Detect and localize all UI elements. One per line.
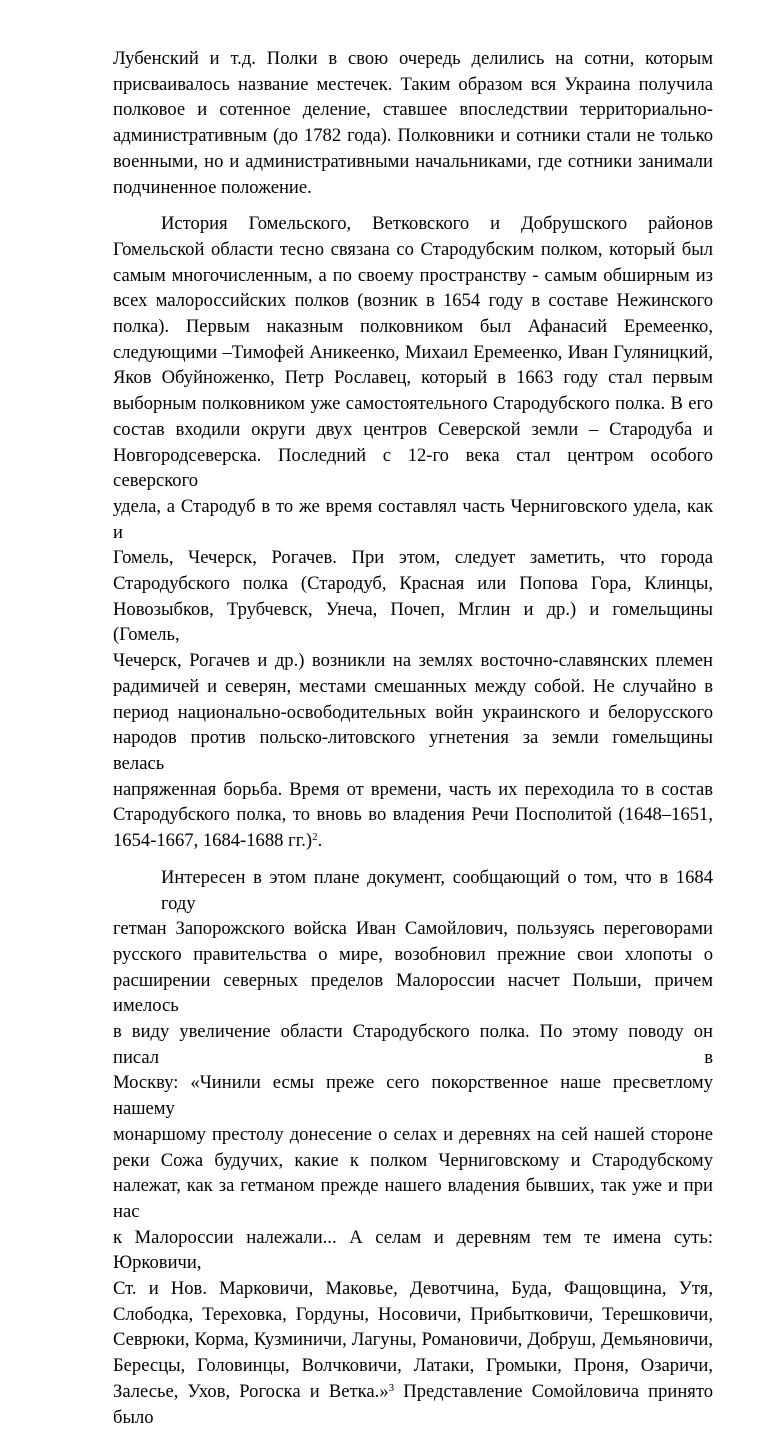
text-line: Новозыбков, Трубчевск, Унеча, Почеп, Мглин и др.) и гомельщины (Гомель, [113,598,713,646]
footnote-marker: 2 [312,831,318,844]
text-line: военными, но и административными начальниками, где сотники занимали [113,150,713,172]
text-line: всех малороссийских полков (возник в 1654 году в составе Нежинского [113,290,713,312]
paragraph-2 [113,211,713,854]
text-line: реки Сожа будучих, какие к полком Черниговскому и Стародубскому [113,1149,713,1171]
text-line: Стародубского полка (Стародуб, Красная или Попова Гора, Клинцы, [113,573,713,595]
text-fragment: Залесье, Ухов, Рогоска и Ветка.» [113,1380,389,1402]
text-line: к Малороссии належали... А селам и деревням тем те имена суть: Юрковичи, [113,1226,713,1274]
text-line: удела, а Стародуб в то же время составлял часть Черниговского удела, как и [113,495,713,543]
text-line: Лубенский и т.д. Полки в свою очередь делились на сотни, которым [113,48,713,69]
text-line: присваивалось название местечек. Таким образом вся Украина получила [113,73,713,95]
text-line: самым многочисленным, а по своему пространству - самым обширным из [113,264,713,286]
paragraph-3 [113,865,713,1430]
text-line: русского правительства о мире, возобновил прежние свои хлопоты о [113,943,713,965]
text-line: Слободка, Тереховка, Гордуны, Носовичи, Прибытковичи, Терешковичи, [113,1303,713,1325]
text-line: Гомель, Чечерск, Рогачев. При этом, следует заметить, что города [113,547,713,569]
text-line: Интересен в этом плане документ, сообщающий о том, что в 1684 году [161,866,713,914]
text-line: Гомельской области тесно связана со Стародубским полком, который был [113,238,713,260]
text-line: радимичей и северян, местами смешанных между собой. Не случайно в [113,675,713,697]
text-line: расширении северных пределов Малороссии насчет Польши, причем имелось [113,969,713,1017]
text-line: Яков Обуйноженко, Петр Рославец, который в 1663 году стал первым [113,367,713,389]
text-line: административным (до 1782 года). Полковники и сотники стали не только [113,125,713,147]
text-line: полка). Первым наказным полковником был Афанасий Еремеенко, [113,316,713,338]
text-line-with-footnote [113,828,713,854]
text-fragment: . [317,830,323,852]
text-line: монаршому престолу донесение о селах и деревнях на сей нашей стороне [113,1123,713,1145]
text-line: Чечерск, Рогачев и др.) возникли на землях восточно-славянских племен [113,650,713,672]
text-fragment: 1654-1667, 1684-1688 гг.) [113,830,313,852]
text-line: Бересцы, Головинцы, Волчковичи, Латаки, Громыки, Проня, Озаричи, [113,1355,713,1377]
text-line: Москву: «Чинили есмы преже сего покорственное наше пресветлому нашему [113,1072,713,1120]
text-line: состав входили округи двух центров Северской земли – Стародуба и [113,418,713,440]
text-line: напряженная борьба. Время от времени, часть их переходила то в состав [113,778,713,800]
text-line: выборным полковником уже самостоятельного Стародубского полка. В его [113,393,713,415]
text-line: период национально-освободительных войн украинского и белорусского [113,701,713,723]
text-line: гетман Запорожского войска Иван Самойлович, пользуясь переговорами [113,918,713,940]
footnote-marker: 3 [388,1381,395,1394]
text-line-with-footnote [113,1379,713,1430]
text-fragment: Представление Сомойловича принято было [113,1380,713,1428]
text-line: Стародубского полка, то вновь во владения Речи Посполитой (1648–1651, [113,804,713,826]
text-line: Ст. и Нов. Марковичи, Маковье, Девотчина, Буда, Фащовщина, Утя, [113,1278,713,1300]
text-line: в виду увеличение области Стародубского полка. По этому поводу он писал в [113,1021,713,1068]
text-line: належат, как за гетманом прежде нашего владения бывших, так уже и при нас [113,1175,713,1222]
text-line: следующими –Тимофей Аникеенко, Михаил Еремеенко, Иван Гуляницкий, [113,341,713,363]
text-line: полковое и сотенное деление, ставшее впоследствии территориально- [113,99,713,121]
text-line: народов против польско-литовского угнетения за земли гомельщины велась [113,727,713,774]
text-line: подчиненное положение. [113,176,312,198]
paragraph-1 [113,46,713,200]
text-line: Севрюки, Корма, Кузминичи, Лагуны, Романовичи, Добруш, Демьяновичи, [113,1329,713,1351]
text-line: Новгородсеверска. Последний с 12-го века стал центром особого северского [113,444,713,492]
text-line: История Гомельского, Ветковского и Добрушского районов [161,213,713,235]
